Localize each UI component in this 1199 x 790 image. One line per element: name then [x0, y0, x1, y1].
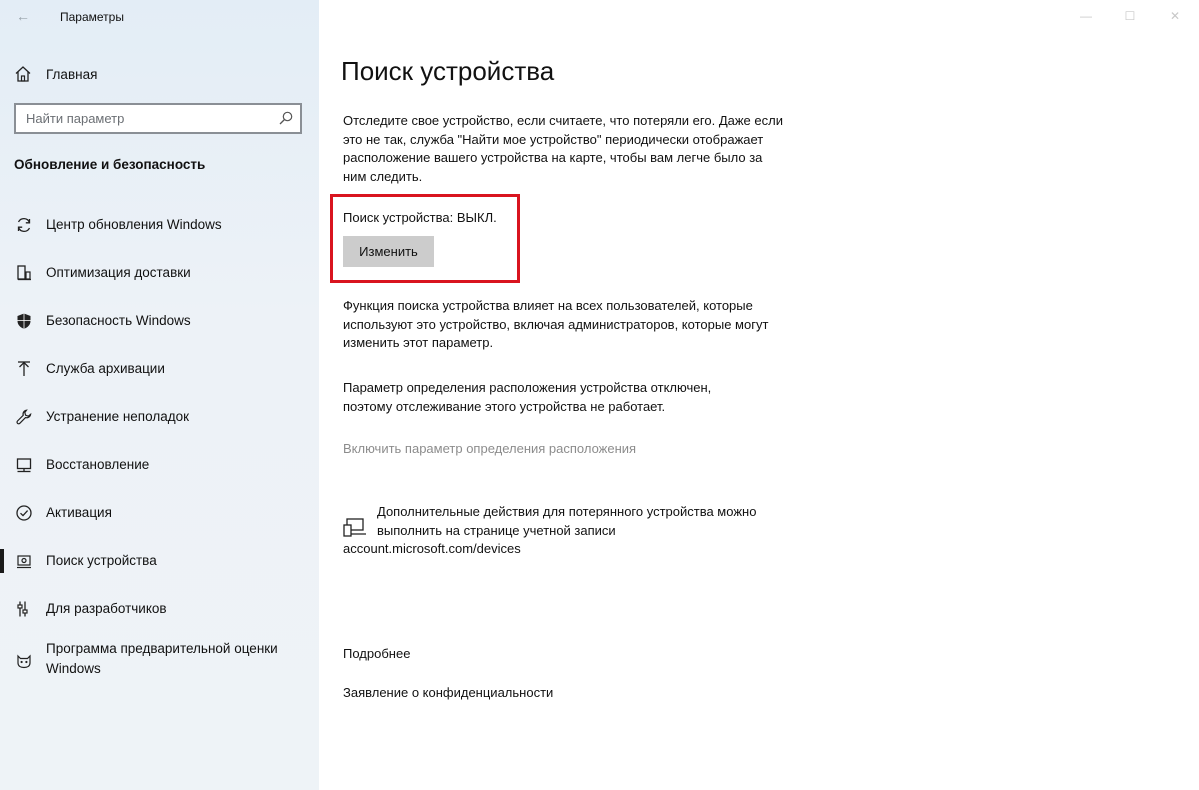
sidebar [0, 0, 319, 790]
shield-icon [15, 312, 33, 330]
more-info-link[interactable]: Подробнее [343, 646, 411, 661]
device-account-icon [343, 516, 367, 538]
sidebar-item-label: Поиск устройства [46, 553, 157, 568]
change-button[interactable]: Изменить [343, 236, 434, 267]
sidebar-home[interactable] [14, 63, 97, 85]
back-arrow-icon[interactable]: ← [16, 8, 30, 24]
sidebar-item-find-my-device[interactable] [0, 537, 319, 585]
privacy-statement-link[interactable]: Заявление о конфиденциальности [343, 685, 554, 700]
sidebar-item-label: Центр обновления Windows [46, 217, 222, 232]
delivery-optimization-icon [15, 264, 33, 282]
sidebar-home-label: Главная [46, 66, 98, 82]
sidebar-item-label: Программа предварительной оценки Windows [46, 641, 278, 676]
sidebar-item-backup[interactable] [0, 345, 319, 393]
backup-arrow-icon [15, 360, 33, 378]
sidebar-item-label: Устранение неполадок [46, 409, 190, 424]
sidebar-item-label: Оптимизация доставки [46, 265, 191, 280]
home-icon [14, 65, 32, 83]
refresh-icon [15, 216, 33, 234]
sidebar-item-activation[interactable] [0, 489, 319, 537]
search-box[interactable] [14, 103, 302, 134]
sidebar-item-delivery-optimization[interactable] [0, 249, 319, 297]
sidebar-item-label: Для разработчиков [46, 601, 167, 616]
intro-text: Отследите свое устройство, если считаете, что потеряли его. Даже если это не так, служба "Найти мое устройство" периодически отображает расположение вашего устройства на карте, чтобы вам легче было за ним следить. [343, 113, 783, 184]
find-device-icon [15, 552, 33, 570]
search-icon[interactable] [278, 110, 294, 126]
search-input[interactable] [16, 105, 281, 132]
minimize-button[interactable]: — [1080, 9, 1092, 23]
sidebar-item-windows-security[interactable] [0, 297, 319, 345]
page-title: Поиск устройства [341, 56, 555, 86]
sidebar-nav [0, 201, 319, 689]
sidebar-item-recovery[interactable] [0, 441, 319, 489]
location-off-text: Параметр определения расположения устройства отключен, поэтому отслеживание этого устройства не работает. [343, 380, 712, 414]
developer-sliders-icon [15, 600, 33, 618]
wrench-icon [15, 408, 33, 426]
sidebar-item-windows-update[interactable] [0, 201, 319, 249]
window-title: Параметры [60, 10, 124, 24]
affects-users-text: Функция поиска устройства влияет на всех пользователей, которые используют это устройство, включая администраторов, которые могут изменить этот параметр. [343, 298, 769, 350]
sidebar-item-windows-insider[interactable] [0, 633, 319, 689]
enable-location-link[interactable]: Включить параметр определения расположения [343, 441, 637, 456]
sidebar-item-label: Безопасность Windows [46, 313, 191, 328]
extra-actions-text: Дополнительные действия для потерянного устройства можно выполнить на странице учетной записи [377, 504, 757, 538]
maximize-button[interactable]: ☐ [1124, 9, 1136, 23]
section-title: Обновление и безопасность [14, 157, 206, 172]
sidebar-item-developers[interactable] [0, 585, 319, 633]
recovery-icon [15, 456, 33, 474]
insider-cat-icon [15, 652, 33, 670]
check-circle-icon [15, 504, 33, 522]
sidebar-item-label: Служба архивации [46, 361, 165, 376]
find-device-status: Поиск устройства: ВЫКЛ. [343, 210, 497, 225]
account-devices-link[interactable]: account.microsoft.com/devices [343, 541, 521, 556]
close-button[interactable]: ✕ [1169, 9, 1181, 23]
sidebar-item-label: Восстановление [46, 457, 150, 472]
sidebar-item-troubleshoot[interactable] [0, 393, 319, 441]
sidebar-item-label: Активация [46, 505, 112, 520]
